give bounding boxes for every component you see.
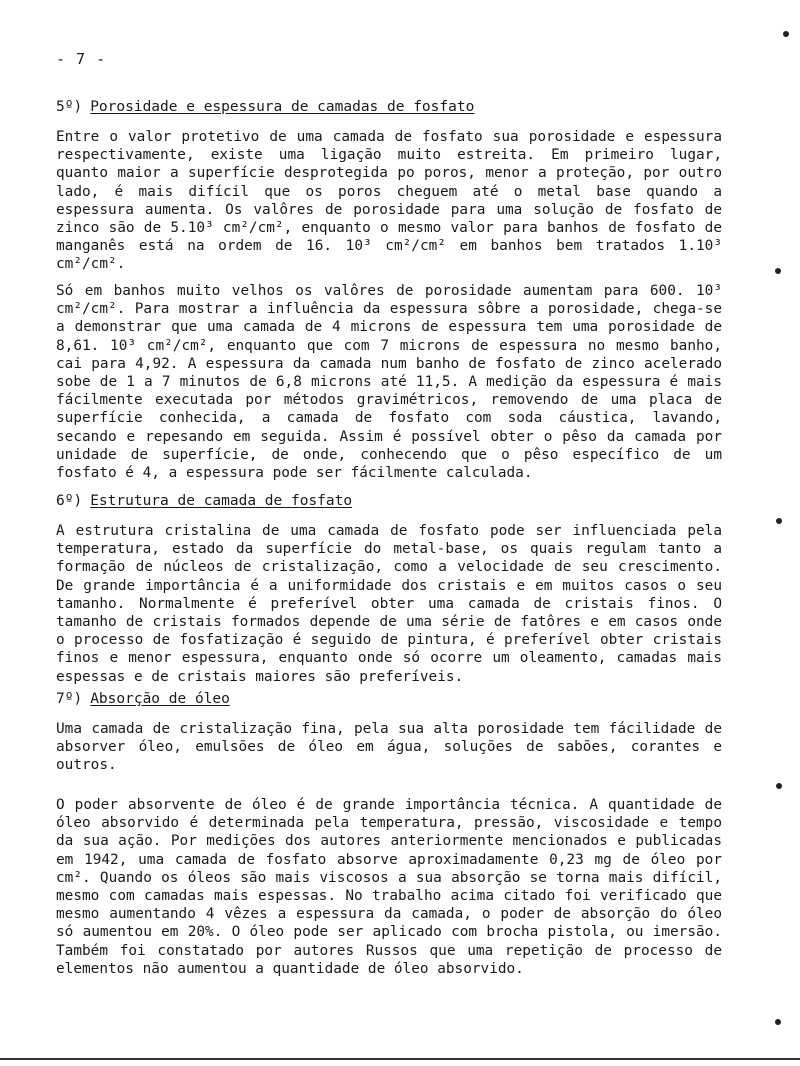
section-5-paragraph-2: Só em banhos muito velhos os valôres de porosidade aumentam para 600. 10³ cm²/cm². Para mostrar a influência da espessura sôbre a porosidade, chega-se a demonstrar que uma camada de 4 microns de espessura tem uma porosidade de 8,61. 10³ cm²/cm², enquanto que com 7 microns de espessura no mesmo banho, cai para 4,92. A espessura da camada num banho de fosfato de zinco acelerado sobe de 1 a 7 minutos de 6,8 microns até 11,5. A medição da espessura é mais fácilmente executada por métodos gravimétricos, removendo de uma placa de superfície conhecida, a camada de fosfato com soda cáustica, lavando, secando e repesando em seguida. Assim é possível obter o pêso da camada por unidade de superfície, de onde, conhecendo que o pêso específico de um fosfato é 4, a espessura pode ser fácilmente calculada. bbox=[56, 283, 722, 482]
section-7-title: Absorção de óleo bbox=[90, 691, 230, 707]
page-number: - 7 - bbox=[56, 50, 107, 68]
punch-mark bbox=[783, 31, 789, 37]
section-6-heading bbox=[56, 492, 352, 510]
section-7-paragraph-2: O poder absorvente de óleo é de grande importância técnica. A quantidade de óleo absorvido é determinada pela temperatura, pressão, viscosidade e tempo da sua ação. Por medições dos autores anteriormente mencionados e publicadas em 1942, uma camada de fosfato absorve aproximadamente 0,23 mg de óleo por cm². Quando os óleos são mais viscosos a sua absorção se torna mais difícil, mesmo com camadas mais espessas. No trabalho acima citado foi verificado que mesmo aumentando 4 vêzes a espessura da camada, o poder de absorção do óleo só aumentou em 20%. O óleo pode ser aplicado com brocha pistola, ou imersão. Também foi constatado por autores Russos que uma repetição de processo de elementos não aumentou a quantidade de óleo absorvido. bbox=[56, 797, 722, 977]
punch-mark bbox=[776, 783, 782, 789]
section-7-heading bbox=[56, 690, 230, 708]
section-5-heading bbox=[56, 98, 474, 116]
punch-mark bbox=[776, 518, 782, 524]
section-5-number: 5º) bbox=[56, 99, 83, 115]
section-7-paragraph-1: Uma camada de cristalização fina, pela sua alta porosidade tem fácilidade de absorver óleo, emulsões de óleo em água, soluções de sabões, corantes e outros. bbox=[56, 721, 722, 774]
section-6-number: 6º) bbox=[56, 493, 83, 509]
section-6-title: Estrutura de camada de fosfato bbox=[90, 493, 353, 509]
punch-mark bbox=[775, 1019, 781, 1025]
page-bottom-edge bbox=[0, 1058, 800, 1060]
section-5-paragraph-1: Entre o valor protetivo de uma camada de fosfato sua porosidade e espessura respectivamente, existe uma ligação muito estreita. Em primeiro lugar, quanto maior a superfície desprotegida po poros, menor a proteção, por outro lado, é mais difícil que os poros cheguem até o metal base quando a espessura aumenta. Os valôres de porosidade para uma solução de fosfato de zinco são de 5.10³ cm²/cm², enquanto o mesmo valor para banhos de fosfato de manganês está na ordem de 16. 10³ cm²/cm² em banhos bem tratados 1.10³ cm²/cm². bbox=[56, 129, 722, 273]
punch-mark bbox=[775, 268, 781, 274]
section-5-title: Porosidade e espessura de camadas de fosfato bbox=[90, 99, 475, 115]
section-7-number: 7º) bbox=[56, 691, 83, 707]
section-6-paragraph-1: A estrutura cristalina de uma camada de fosfato pode ser influenciada pela temperatura, estado da superfície do metal-base, os quais regulam tanto a formação de núcleos de cristalização, como a velocidade de seu crescimento. De grande importância é a uniformidade dos cristais e em muitos casos o seu tamanho. Normalmente é preferível obter uma camada de cristais finos. O tamanho de cristais formados depende de uma série de fatôres e em casos onde o processo de fosfatização é seguido de pintura, é preferível obter cristais finos e menor espessura, enquanto onde só ocorre um oleamento, camadas mais espessas e de cristais maiores são preferíveis. bbox=[56, 523, 722, 685]
